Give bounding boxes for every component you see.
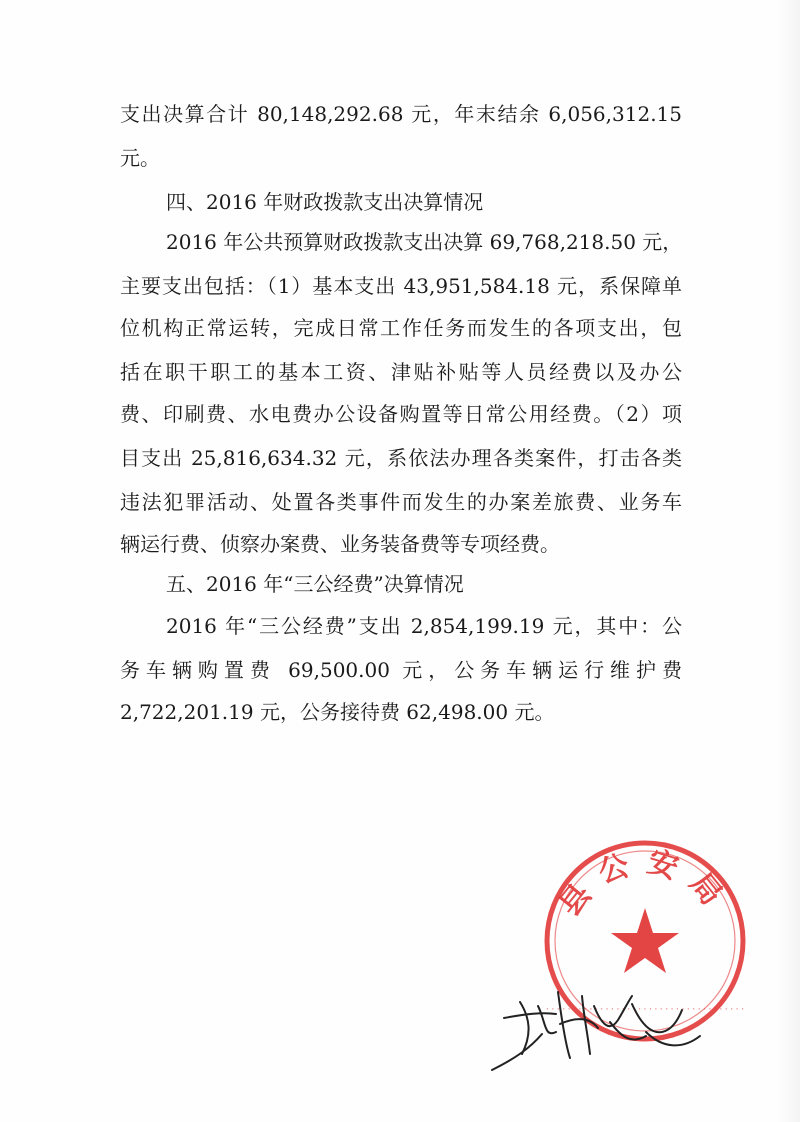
text-line: 括在职干职工的基本工资、津贴补贴等人员经费以及办公: [120, 360, 682, 384]
text-line: 务车辆购置费 69,500.00 元，公务车辆运行维护费: [120, 658, 682, 682]
svg-text:······························: ·····································: [544, 1005, 746, 1015]
handwritten-signature: [486, 962, 716, 1072]
scan-edge: [776, 0, 800, 1122]
text-line: 2,722,201.19 元，公务接待费 62,498.00 元。: [120, 700, 555, 724]
text-line: 违法犯罪活动、处置各类事件而发生的办案差旅费、业务车: [120, 490, 682, 514]
text-line: 目支出 25,816,634.32 元，系依法办理各类案件，打击各类: [120, 446, 682, 470]
section-heading: 五、2016 年“三公经费”决算情况: [166, 572, 464, 596]
svg-text:县公安局: 县公安局: [552, 844, 738, 923]
text-line: 辆运行费、侦察办案费、业务装备费等专项经费。: [120, 532, 560, 556]
section-heading: 四、2016 年财政拨款支出决算情况: [166, 190, 484, 214]
text-line: 2016 年“三公经费”支出 2,854,199.19 元，其中：公: [166, 614, 682, 638]
text-line: 元。: [120, 146, 160, 170]
text-line: 支出决算合计 80,148,292.68 元，年末结余 6,056,312.15: [120, 102, 682, 126]
text-line: 2016 年公共预算财政拨款支出决算 69,768,218.50 元，: [166, 230, 683, 254]
text-line: 主要支出包括：（1）基本支出 43,951,584.18 元，系保障单: [120, 274, 682, 298]
text-line: 位机构正常运转，完成日常工作任务而发生的各项支出，包: [120, 316, 682, 340]
text-line: 费、印刷费、水电费办公设备购置等日常公用经费。（2）项: [120, 402, 682, 426]
